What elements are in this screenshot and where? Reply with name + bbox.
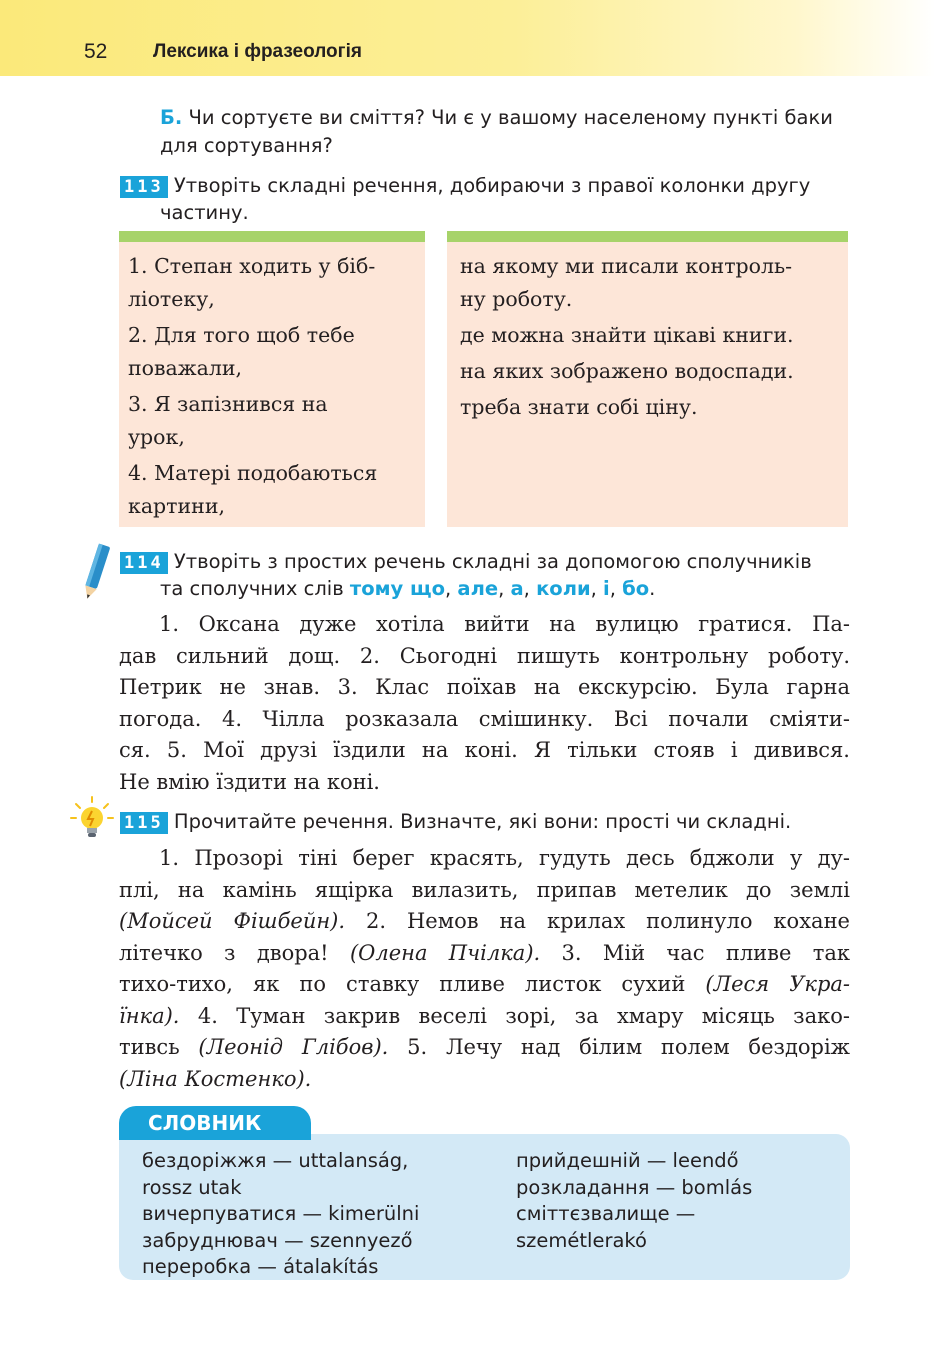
dictionary-entry: переробка — átalakítás [142,1255,379,1278]
page-header [0,0,935,76]
right-item-1: на якому ми писали контроль- ну роботу. [460,254,793,311]
dictionary-left-column [142,1148,419,1281]
exercise-113-instruction [120,172,855,226]
dictionary-entry: вичерпуватися — kimerülni [142,1202,420,1225]
exercise-115-text: 1. Прозорі тіні берег красять, гудуть десь бджоли у ду- плі, на камінь ящірка вилазить, припав метелик до землі (Мойсей Фішбейн). 2. Немов на крилах полинуло кохане літечко з двора! (Олена Пчілка). 3. Мій час пливе так тихо-тихо, як по ставку пливе листок сухий (Леся Укра- їнка). 4. Туман закрив веселі зорі, за хмару місяць зако- тивсь (Леонід Глібов). 5. Лечу над білим полем бездоріж (Ліна Костенко). [119,846,851,1091]
exercise-114-instruction [120,548,855,602]
exercise-115-instruction-text: Прочитайте речення. Визначте, які вони: прості чи складні. [173,810,792,833]
author-citation: їнка). [119,1003,180,1028]
pencil-icon [78,540,114,604]
conjunction: і [603,577,610,600]
page-number: 52 [84,40,108,63]
exercise-113-right-column [447,231,848,527]
right-item-4: треба знати собі ціну. [460,395,698,419]
dictionary-entry: сміттєзвалище — [516,1202,696,1225]
exercise-115-number: 115 [120,812,168,834]
exercise-114-number: 114 [120,552,168,574]
conjunction: але [457,577,499,600]
dictionary-entry: szemétlerakó [516,1228,647,1252]
author-citation: (Ліна Костенко). [119,1066,312,1091]
conjunction: бо [622,577,650,600]
left-item-3: 3. Я запізнився на урок, [128,392,328,449]
exercise-113-instruction-line2: частину. [160,201,249,224]
dictionary-right-column [516,1148,752,1254]
conjunction: а [510,577,524,600]
exercise-114-instruction-line2: та сполучних слів тому що, але, а, коли, і, бо. [160,577,656,600]
lightbulb-icon [70,796,114,842]
exercise-113-instruction-line1: Утворіть складні речення, добираючи з правої колонки другу [173,174,811,197]
part-b-label: Б. [160,106,183,129]
left-item-4: 4. Матері подобаються картини, [128,461,378,518]
left-item-2: 2. Для того щоб тебе поважали, [128,323,355,380]
exercise-113-left-column [119,231,425,527]
author-citation: (Леся Укра- [705,972,851,996]
author-citation: (Мойсей Фішбейн). [119,909,346,933]
exercise-114-instruction-line1: Утворіть з простих речень складні за допомогою сполучників [173,550,812,573]
dictionary-entry: бездоріжжя — uttalanság, [142,1149,409,1172]
dictionary-entry: розкладання — bomlás [516,1175,753,1199]
author-citation: (Леонід Глібов). [198,1035,389,1059]
section-title: Лексика і фразеологія [153,41,362,62]
conjunction: тому що [349,577,445,600]
left-item-1: 1. Степан ходить у біб- ліотеку, [128,254,376,311]
dictionary-entry: прийдешній — leendő [516,1149,739,1172]
exercise-113-number: 113 [120,176,168,198]
dictionary-entry: rossz utak [142,1175,242,1199]
conjunction: коли [536,577,591,600]
right-item-3: на яких зображено водоспади. [460,359,794,383]
author-citation: (Олена Пчілка). [349,940,541,965]
right-item-2: де можна знайти цікаві книги. [460,323,794,347]
part-b-text: Чи сортуєте ви сміття? Чи є у вашому населеному пункті баки для сортування? [160,106,833,157]
exercise-114-text: 1. Оксана дуже хотіла вийти на вулицю гратися. Па- дав сильний дощ. 2. Сьогодні пишуть контрольну роботу. Петрик не знав. 3. Клас поїхав на екскурсію. Була гарна погода. 4. Чілла розказала смішинку. Всі почали сміяти- ся. 5. Мої друзі їздили на коні. Я тільки стояв і дивився. Не вмію їздити на коні. [119,612,850,794]
part-b-question [160,104,860,160]
exercise-115-instruction [120,808,855,835]
dictionary-entry: забруднювач — szennyező [142,1228,413,1252]
dictionary-title: СЛОВНИК [119,1106,311,1140]
